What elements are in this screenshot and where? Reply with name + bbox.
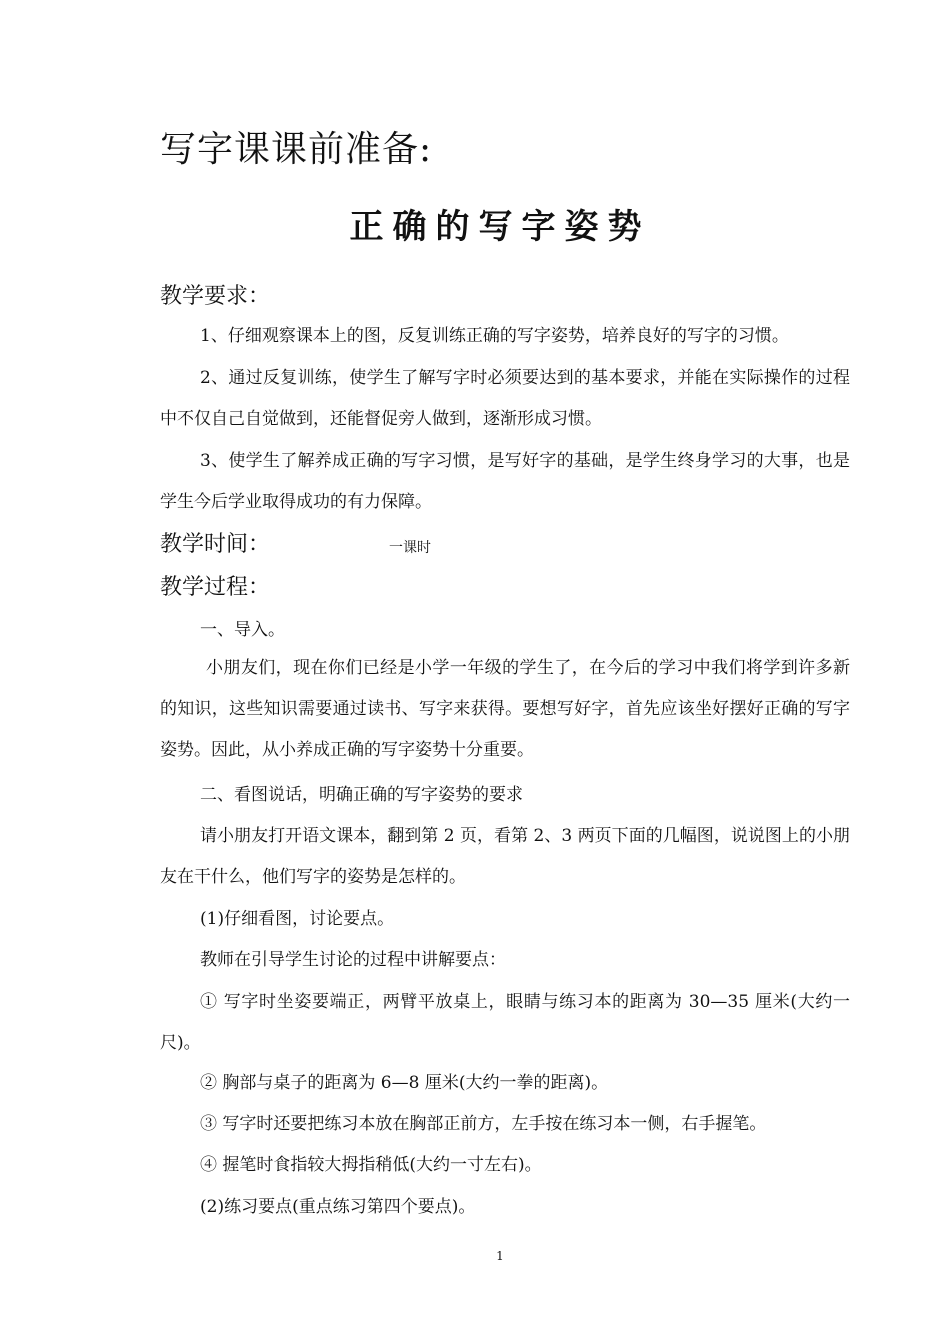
page-number: 1 <box>496 1249 504 1263</box>
requirement-item-1: 1、仔细观察课本上的图，反复训练正确的写字姿势，培养良好的写字的习惯。 <box>200 326 789 346</box>
step2-title: 二、看图说话，明确正确的写字姿势的要求 <box>200 785 523 805</box>
time-value: 一课时 <box>389 540 431 556</box>
requirement-item-2: 2、通过反复训练，使学生了解写字时必须要达到的基本要求，并能在实际操作的过程中不仅自己自觉做到，还能督促旁人做到，逐渐形成习惯。 <box>160 368 850 429</box>
practice-point: (2)练习要点(重点练习第四个要点)。 <box>200 1197 476 1217</box>
requirement-item-3: 3、使学生了解养成正确的写字习惯，是写好字的基础，是学生终身学习的大事，也是学生今后学业取得成功的有力保障。 <box>160 451 850 512</box>
process-heading: 教学过程： <box>160 575 271 600</box>
step2-text: 请小朋友打开语文课本，翻到第 2 页，看第 2、3 两页下面的几幅图，说说图上的小朋友在干什么，他们写字的姿势是怎样的。 <box>160 826 850 887</box>
point-3: ③ 写字时还要把练习本放在胸部正前方，左手按在练习本一侧，右手握笔。 <box>200 1114 767 1134</box>
point-1: ① 写字时坐姿要端正，两臂平放桌上，眼睛与练习本的距离为 30—35 厘米(大约一尺)。 <box>160 992 850 1053</box>
time-heading: 教学时间： <box>160 532 271 557</box>
prep-title: 写字课课前准备: <box>160 129 433 170</box>
step1-text: 小朋友们，现在你们已经是小学一年级的学生了，在今后的学习中我们将学到许多新的知识，这些知识需要通过读书、写字来获得。要想写好字，首先应该坐好摆好正确的写字姿势。因此，从小养成正确的写字姿势十分重要。 <box>160 658 850 760</box>
point-4: ④ 握笔时食指较大拇指稍低(大约一寸左右)。 <box>200 1155 542 1175</box>
step1-title: 一、导入。 <box>200 620 285 640</box>
teacher-note: 教师在引导学生讨论的过程中讲解要点： <box>200 950 506 970</box>
requirements-heading: 教学要求： <box>160 284 271 309</box>
point-2: ② 胸部与桌子的距离为 6—8 厘米(大约一拳的距离)。 <box>200 1073 609 1093</box>
observe-point: (1)仔细看图，讨论要点。 <box>200 909 395 929</box>
main-title: 正确的写字姿势 <box>349 207 651 247</box>
